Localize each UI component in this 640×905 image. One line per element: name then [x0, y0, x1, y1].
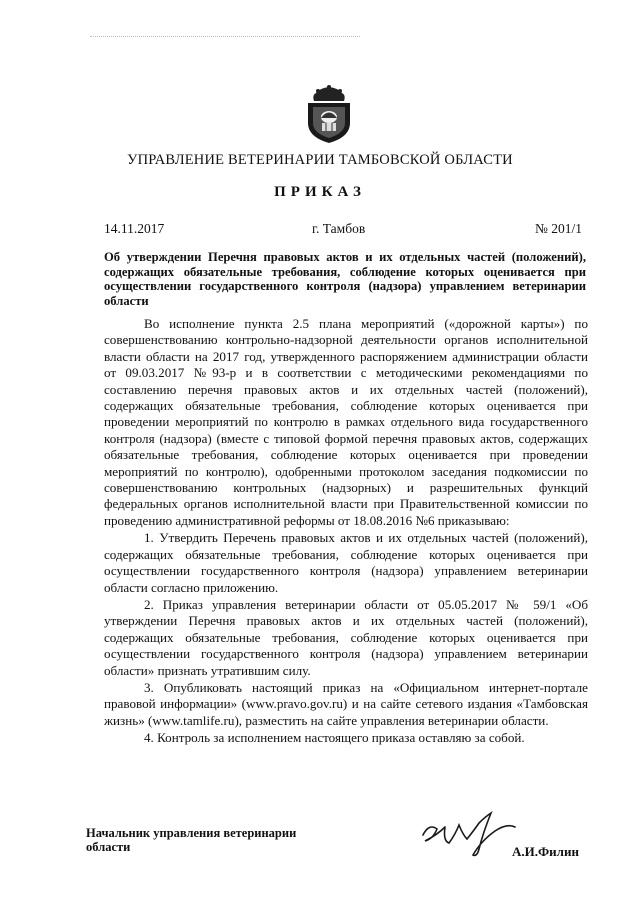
date-line [104, 221, 582, 239]
organization-name: УПРАВЛЕНИЕ ВЕТЕРИНАРИИ ТАМБОВСКОЙ ОБЛАСТИ [127, 152, 513, 168]
order-item-3: 3. Опубликовать настоящий приказ на «Официальном интернет-портале правовой информации» (www.pravo.gov.ru) и на сайте сетевого издания «Тамбовская жизнь» (www.tamlife.ru), разместить на сайте управления ветеринарии области. [104, 679, 588, 728]
order-city: г. Тамбов [312, 221, 366, 236]
order-date: 14.11.2017 [104, 221, 165, 236]
order-body [104, 316, 588, 747]
order-number: № 201/1 [534, 221, 582, 236]
handwritten-signature [415, 805, 525, 860]
signatory-position-line2: области [86, 840, 131, 854]
coat-of-arms-icon [304, 85, 354, 145]
order-item-2: 2. Приказ управления ветеринарии области от 05.05.2017 № 59/1 «Об утверждении Перечня правовых актов и их отдельных частей (положений), содержащих обязательные требования, соблюдение которых оценивается при осуществлении государственного контроля (надзора) управлением ветеринарии области» признать утратившим силу. [104, 596, 588, 678]
order-item-4: 4. Контроль за исполнением настоящего приказа оставляю за собой. [144, 730, 525, 746]
signatory-name: А.И.Филин [512, 844, 579, 859]
scan-artifact [90, 36, 360, 39]
document-type-title: ПРИКАЗ [274, 184, 366, 200]
signatory-position-line1: Начальник управления ветеринарии [86, 826, 297, 840]
preamble-paragraph: Во исполнение пункта 2.5 плана мероприятий («дорожной карты») по совершенствованию контрольно-надзорной деятельности органов исполнительной власти области на 2017 год, утвержденного распоряжением администрации области от 09.03.2017 №93-р и в соответствии с методическими рекомендациями по составлению перечня правовых актов и их отдельных частей (положений), содержащих обязательные требования, соблюдение которых оценивается при проведении мероприятий по контролю в рамках отдельного вида государственного контроля (надзора) (вместе с типовой формой перечня правовых актов, содержащих обязательные требования, соблюдение которых оценивается при проведении мероприятий по контролю), одобренными протоколом заседания подкомиссии по совершенствованию контрольных (надзорных) и разрешительных функций федеральных органов исполнительной власти при Правительственной комиссии по проведению административной реформы от 18.08.2016 №6 приказываю: [104, 316, 588, 528]
order-subject: Об утверждении Перечня правовых актов и их отдельных частей (положений), содержащих обязательные требования, соблюдение которых оценивается при осуществлении государственного контроля (надзора) управлением ветеринарии области [104, 250, 586, 308]
signatory-position [86, 826, 296, 854]
order-item-1: 1. Утвердить Перечень правовых актов и их отдельных частей (положений), содержащих обязательные требования, соблюдение которых оценивается при осуществлении государственного контроля (надзора) управлением ветеринарии области согласно приложению. [104, 530, 588, 595]
